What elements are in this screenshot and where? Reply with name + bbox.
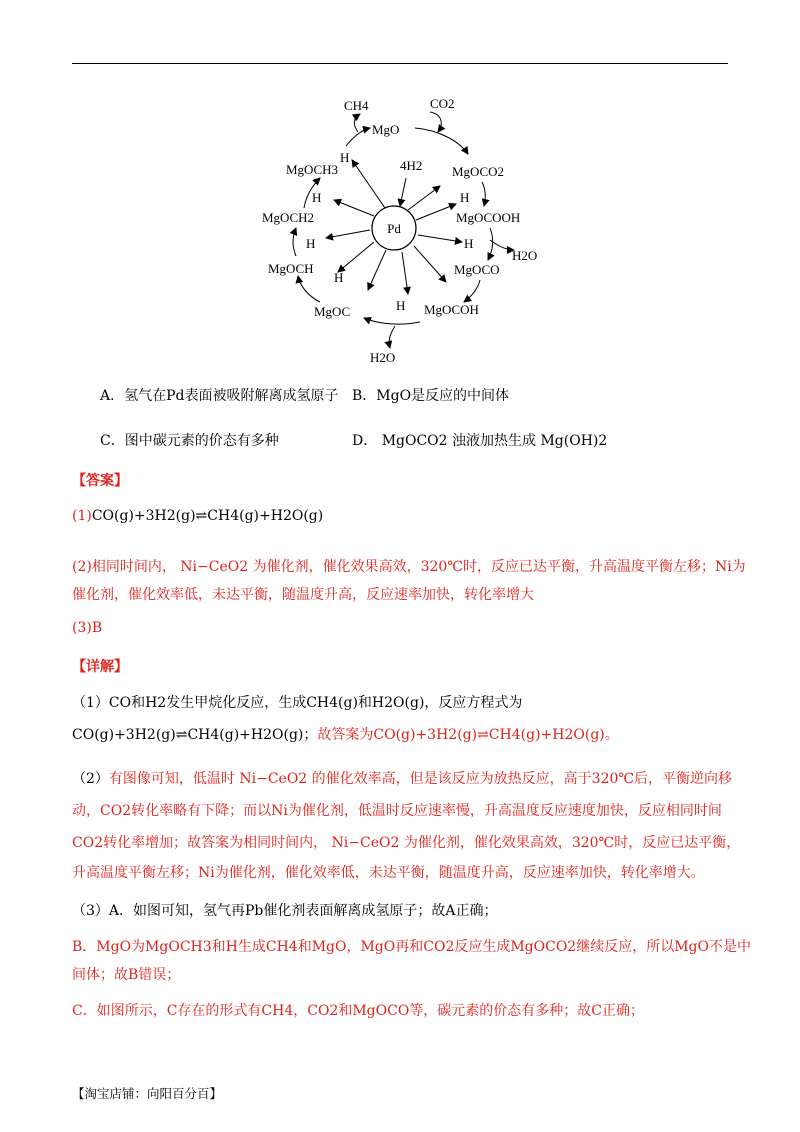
footer-shop: 【淘宝店铺：向阳百分百】 [72, 1086, 223, 1101]
answer-1-equation: CO(g)+3H2(g)⇌CH4(g)+H2O(g) [91, 508, 324, 524]
species-mgoco2: MgOCO2 [452, 164, 505, 179]
h2o-right-label: H2O [512, 248, 538, 263]
answer-2-line-2: 催化剂，催化效率低，未达平衡，随温度升高，反应速率加快，转化率增大 [72, 587, 534, 603]
detail-line-4: 动，CO2转化率略有下降；而以Ni为催化剂，低温时反应速率慢，升高温度反应速度加快，反应相同时间 [72, 803, 722, 819]
option-a: A．氢气在Pd表面被吸附解离成氢原子 [100, 388, 339, 404]
pd-label: Pd [387, 221, 401, 236]
h2o-bottom-label: H2O [370, 350, 396, 365]
option-d-formula2: Mg(OH)2 [540, 433, 608, 449]
answer-1 [72, 508, 323, 524]
detail-line-2-red: 故答案为CO(g)+3H2(g)⇌CH4(g)+H2O(g)。 [317, 727, 619, 743]
species-mgocooh: MgOCOOH [456, 210, 521, 225]
h-atom-2: H [312, 190, 322, 205]
h-atom-1: H [340, 150, 350, 165]
species-mgocoh: MgOCOH [424, 302, 479, 317]
detail-line-2 [72, 724, 619, 744]
header-rule [72, 63, 728, 64]
detail-line-3 [72, 768, 732, 788]
answer-2-line-1: (2)相同时间内， Ni−CeO2 为催化剂，催化效果高效，320℃时，反应已达平衡，升高温度平衡左移；Ni为 [72, 559, 746, 575]
detail-line-7: （3）A．如图可知，氢气再Pb催化剂表面解离成氢原子；故A正确； [72, 903, 498, 919]
detail-line-10: C．如图所示，C存在的形式有CH4，CO2和MgOCO等，碳元素的价态有多种；故C正确； [72, 1003, 645, 1019]
detail-line-5: CO2转化率增加；故答案为相同时间内， Ni−CeO2 为催化剂，催化效果高效，320℃时，反应已达平衡， [72, 835, 741, 851]
detail-line-9: 间体；故B错误； [72, 967, 181, 983]
detail-line-2-black: CO(g)+3H2(g)⇌CH4(g)+H2O(g)； [72, 727, 318, 743]
catalytic-cycle-diagram [250, 90, 570, 370]
species-mgoch2: MgOCH2 [262, 210, 315, 225]
species-mgoc: MgOC [314, 304, 351, 319]
species-mgo: MgO [372, 122, 400, 137]
h-atom-6: H [460, 190, 470, 205]
answer-1-num: (1) [72, 508, 92, 524]
detail-line-1: （1）CO和H2发生甲烷化反应，生成CH4(g)和H2O(g)，反应方程式为 [72, 695, 523, 711]
option-d-label: D． [352, 433, 378, 449]
h-atom-4: H [334, 270, 344, 285]
species-mgoco: MgOCO [454, 262, 500, 277]
detail-heading: 【详解】 [72, 659, 128, 675]
h-atom-5: H [396, 298, 406, 313]
co2-label: CO2 [430, 96, 455, 111]
detail-line-3-black: （2） [72, 771, 109, 787]
option-d [352, 430, 607, 450]
species-mgoch: MgOCH [268, 261, 314, 276]
option-b: B．MgO是反应的中间体 [352, 388, 510, 404]
option-c: C．图中碳元素的价态有多种 [100, 433, 279, 449]
h2-label: 4H2 [400, 158, 423, 173]
answer-heading: 【答案】 [72, 473, 128, 489]
ch4-label: CH4 [344, 98, 369, 113]
h-atom-7: H [464, 236, 474, 251]
detail-line-3-red: 有图像可知，低温时 Ni−CeO2 的催化效率高，但是该反应为放热反应，高于320℃后，平衡逆向移 [108, 771, 733, 787]
species-mgoch3: MgOCH3 [286, 162, 339, 177]
detail-line-8: B．MgO为MgOCH3和H生成CH4和MgO，MgO再和CO2反应生成MgOCO2继续反应，所以MgO不是中 [72, 939, 751, 955]
option-d-text: 浊液加热生成 [452, 433, 537, 449]
answer-3: (3)B [72, 620, 103, 636]
option-d-formula1: MgOCO2 [381, 433, 448, 449]
detail-line-6: 升高温度平衡左移；Ni为催化剂，催化效率低，未达平衡，随温度升高，反应速率加快，转化率增大。 [72, 865, 705, 881]
h-atom-3: H [306, 236, 316, 251]
